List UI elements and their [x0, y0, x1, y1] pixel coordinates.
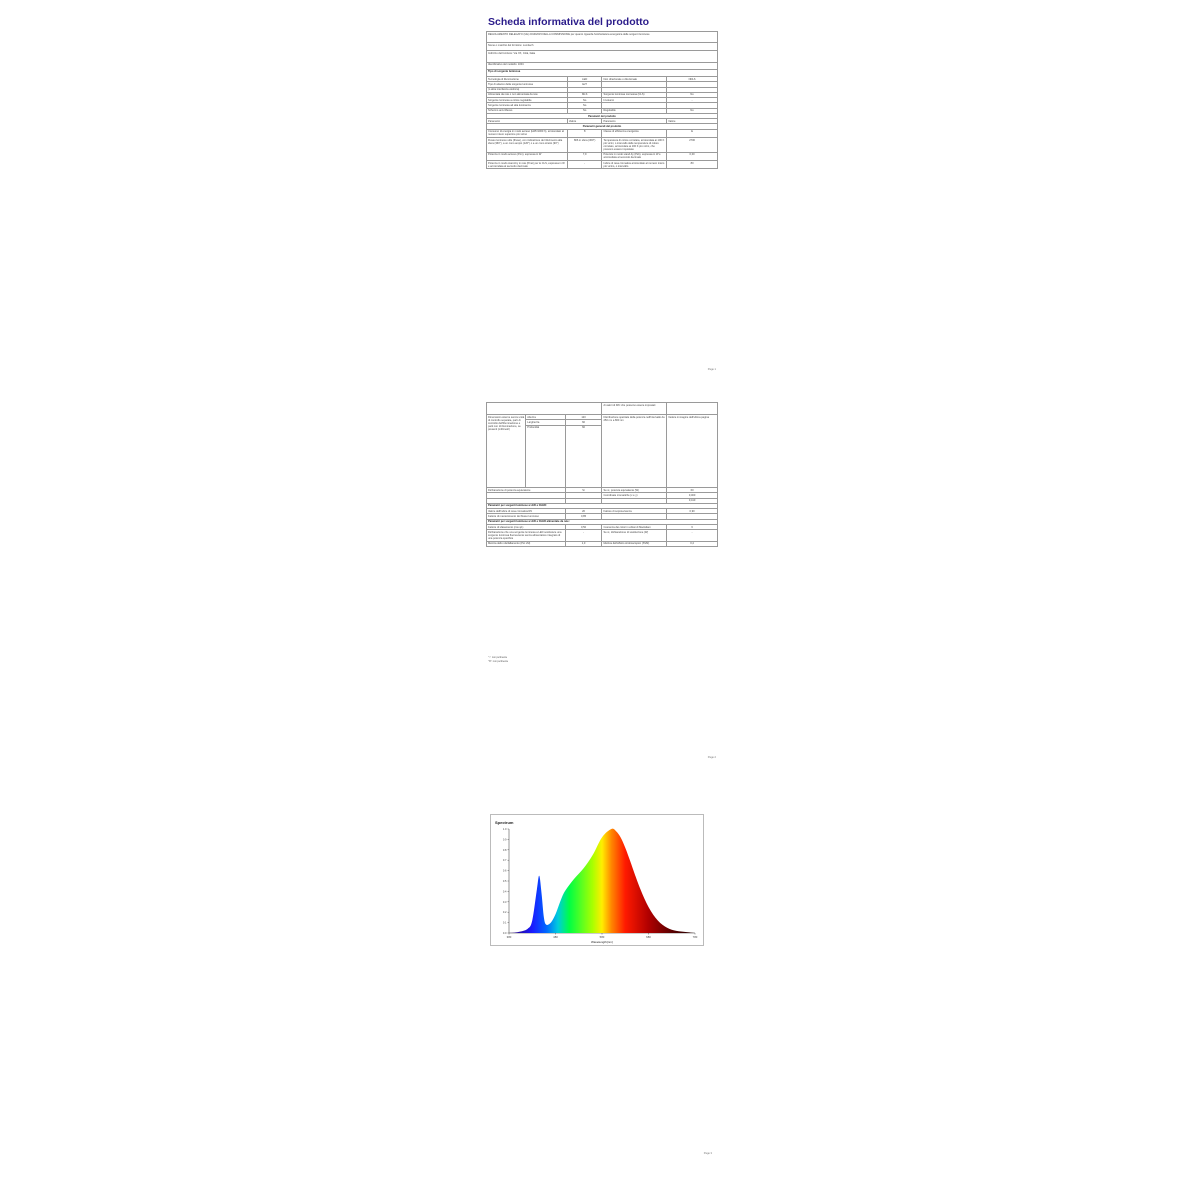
- y-tick-label: 0.1: [502, 921, 507, 925]
- table-cell: Potenza in modo stand-by (Psb), espressa in W e arrotondata al secondo decimale: [602, 152, 667, 160]
- table-cell: Involucro: [602, 98, 667, 103]
- table-cell: 80: [667, 161, 718, 169]
- table-row: [487, 415, 718, 420]
- table-cell: Coordinate cromatiche (x e y): [602, 493, 667, 498]
- y-tick-label: 0.4: [502, 890, 507, 894]
- table-cell: No: [567, 108, 602, 113]
- table-cell: Larghezza: [526, 420, 565, 425]
- section-heading: Parametri generali del prodotto: [487, 124, 718, 129]
- x-tick-label: 680: [646, 935, 651, 939]
- y-tick-label: 0.5: [502, 880, 507, 883]
- table-cell: Sorgente luminosa a colore regolabile: [487, 98, 568, 103]
- table-cell: 0,410: [667, 498, 718, 503]
- table-cell: Vedere immagine dell'ultima pagina: [667, 415, 718, 488]
- y-tick-label: 0.6: [502, 869, 507, 873]
- table-cell: 6: [667, 524, 718, 529]
- type-rows: [487, 76, 718, 113]
- model-row: Identificativo del modello: 1004: [487, 62, 718, 69]
- table-row: [487, 51, 718, 62]
- table-cell: No: [567, 103, 602, 108]
- table-cell: 0,85: [565, 514, 602, 519]
- table-cell: Flusso luminoso utile (Φuse), con indicazione del riferimento alla sfera (360°), a un cono ampio (120°) o a un cono stretto (90°): [487, 138, 568, 153]
- section-heading: Tipo di sorgente luminosa: [487, 69, 718, 76]
- general-rows: [487, 129, 718, 169]
- spectrum-area: [509, 829, 695, 933]
- document-title: Scheda informativa del prodotto: [488, 16, 650, 28]
- table-cell: 0,90: [667, 509, 718, 514]
- table-cell: 2700: [667, 138, 718, 153]
- table-row: [487, 43, 718, 51]
- table-cell: 20: [565, 509, 602, 514]
- table-cell: Profondità: [526, 425, 565, 487]
- y-tick-label: 0.0: [502, 932, 507, 935]
- table-cell: -: [667, 530, 718, 541]
- supplier-row: Nome o marchio del fornitore: Lumitech: [487, 43, 718, 51]
- product-info-table: [486, 31, 718, 169]
- regulation-text: REGOLAMENTO DELEGATO (UE) 2019/2015 DELLA COMMISSIONE per quanto riguarda l'etichettatura energetica delle sorgenti luminose: [487, 32, 718, 43]
- address-row: Indirizzo del fornitore: Via XX, Città, Italia: [487, 51, 718, 62]
- table-cell: E: [667, 129, 718, 137]
- table-cell: Schermo anti-riflesso: [487, 108, 568, 113]
- table-cell: Sì: [565, 487, 602, 492]
- table-cell: Fattore di sopravvivenza: [602, 509, 667, 514]
- header-cell: Valore: [667, 119, 718, 124]
- equivalence-rows: [487, 487, 718, 503]
- table-cell: Valore dell'indice di resa cromatica R9: [487, 509, 566, 514]
- table-row: [487, 32, 718, 43]
- table-cell: Fattore di mantenimento del flusso luminoso: [487, 514, 566, 519]
- footnote: "N": non pertinente: [488, 660, 509, 663]
- document-page-3: [484, 808, 718, 1160]
- table-row: [487, 152, 718, 160]
- header-cell: Valore: [567, 119, 602, 124]
- section-heading: Parametri per sorgenti luminose a LED e OLED alimentate da rete:: [487, 519, 718, 524]
- document-page-1: [484, 14, 718, 376]
- table-cell: Indice di resa cromatica arrotondato al numero intero più vicino, o intervallo: [602, 161, 667, 169]
- x-tick-label: 480: [553, 935, 558, 939]
- cell: di valori di IRC che possono essere impostati: [602, 403, 667, 415]
- page-number: Page 2: [707, 756, 716, 759]
- table-row: [487, 62, 718, 69]
- section-heading: Parametri del prodotto: [487, 113, 718, 118]
- table-cell: Alimentata da rete o non alimentata da rete: [487, 92, 568, 97]
- table-cell: Sorgente luminosa ad alta luminanza: [487, 103, 568, 108]
- table-cell: 60: [565, 425, 602, 487]
- table-cell: -: [565, 530, 602, 541]
- footnote: "-": non pertinente: [488, 656, 508, 659]
- table-row: [487, 403, 718, 415]
- table-cell: Potenza in modo stand-by in rete (Pnet) per le CLS, espressa in W e arrotondata al secondo decimale: [487, 161, 568, 169]
- table-cell: 8: [567, 129, 602, 137]
- table-cell: Dimensioni esterne senza unità di controllo separata, parti di controllo dell'illuminazione e parti non di illuminazione, se presenti (millimetri): [487, 415, 526, 488]
- table-cell: 806 in sfera (360°): [567, 138, 602, 153]
- table-cell: (o altra interfaccia elettrica): [487, 87, 568, 92]
- chart-title: Spectrum: [495, 820, 514, 825]
- table-cell: 60: [565, 420, 602, 425]
- header-cell: Parametro: [487, 119, 568, 124]
- table-cell: Metrica dell'effetto stroboscopico (SVM): [602, 541, 667, 546]
- y-tick-label: 0.7: [502, 859, 507, 863]
- table-cell: -: [667, 98, 718, 103]
- table-cell: 0,460: [667, 493, 718, 498]
- table-cell: Se sì, potenza equivalente (W): [602, 487, 667, 492]
- table-cell: Coerenza dei colori in ellissi di MacAdam: [602, 524, 667, 529]
- table-cell: Fattore di sfasamento (cos φ1): [487, 524, 566, 529]
- table-cell: 1,0: [565, 541, 602, 546]
- y-tick-label: 0.2: [502, 911, 507, 915]
- table-cell: Metrica dello sfarfallamento (Pst LM): [487, 541, 566, 546]
- table-cell: 0,4: [667, 541, 718, 546]
- page-number: Page 3: [703, 1152, 712, 1155]
- table-cell: 7,9: [567, 152, 602, 160]
- spectrum-svg: [491, 815, 703, 945]
- table-row: [487, 530, 718, 541]
- mains-rows: [487, 524, 718, 546]
- table-cell: LED: [567, 76, 602, 81]
- y-tick-label: 0.8: [502, 848, 507, 852]
- y-tick-label: 1.0: [502, 828, 507, 831]
- table-cell: -: [567, 161, 602, 169]
- footnotes: [488, 656, 508, 664]
- x-tick-label: 380: [506, 935, 512, 939]
- table-cell: 120: [565, 415, 602, 420]
- dimension-rows: [487, 415, 718, 488]
- table-cell: E27: [567, 82, 602, 87]
- table-cell: NDLS: [667, 76, 718, 81]
- table-cell: Consumo di energia in modo acceso (kWh/1000 h), arrotondato al numero intero superiore più vicino: [487, 129, 568, 137]
- table-cell: Potenza in modo acceso (Pon), espressa in W: [487, 152, 568, 160]
- x-tick-label: 580: [599, 935, 605, 939]
- table-cell: Non direzionale o direzionale: [602, 76, 667, 81]
- table-cell: Tipo di attacco della sorgente luminosa: [487, 82, 568, 87]
- table-cell: 0,50: [565, 524, 602, 529]
- table-cell: 0,00: [667, 152, 718, 160]
- table-cell: 60: [667, 487, 718, 492]
- x-axis-label: Wavelength(nm): [591, 940, 613, 944]
- table-cell: Sorgente luminosa connessa (CLS): [602, 92, 667, 97]
- table-cell: MLS: [567, 92, 602, 97]
- table-cell: Regolabile: [602, 108, 667, 113]
- header-cell: Parametro: [602, 119, 667, 124]
- table-cell: Tecnologia di illuminazione: [487, 76, 568, 81]
- table-cell: Se sì, dichiarazione di sostituzione (W): [602, 530, 667, 541]
- y-tick-label: 0.3: [502, 900, 507, 904]
- table-cell: No: [667, 92, 718, 97]
- x-tick-label: 780: [692, 935, 698, 939]
- table-cell: Distribuzione spettrale della potenza nell'intervallo da 250 nm a 800 nm: [602, 415, 667, 488]
- spectrum-chart: [490, 814, 704, 946]
- document-page-2: [484, 402, 718, 762]
- section-heading: Parametri per sorgenti luminose a LED e OLED:: [487, 503, 718, 508]
- table-row: [487, 161, 718, 169]
- table-cell: Dichiarazione che una sorgente luminosa a LED sostituisce una sorgente luminosa fluorescente senza alimentatore integrato di una potenza specifica: [487, 530, 566, 541]
- table-row: [487, 69, 718, 76]
- led-rows: [487, 509, 718, 520]
- page-number: Page 1: [707, 368, 716, 371]
- table-row: [487, 138, 718, 153]
- y-tick-label: 0.9: [502, 838, 507, 842]
- table-cell: Temperatura di colore correlata, arrotondata ai 100 K più vicini, o intervallo delle temperature di colore correlato, arrotondate ai 100 K più vicini, che possono essere impostate: [602, 138, 667, 153]
- table-row: [487, 541, 718, 546]
- table-cell: Altezza: [526, 415, 565, 420]
- table-row: [487, 129, 718, 137]
- table-cell: No: [567, 98, 602, 103]
- table-cell: No: [667, 108, 718, 113]
- table-cell: Classe di efficienza energetica: [602, 129, 667, 137]
- table-cell: Dichiarazione di potenza equivalente: [487, 487, 566, 492]
- product-info-table-continued: [486, 402, 718, 547]
